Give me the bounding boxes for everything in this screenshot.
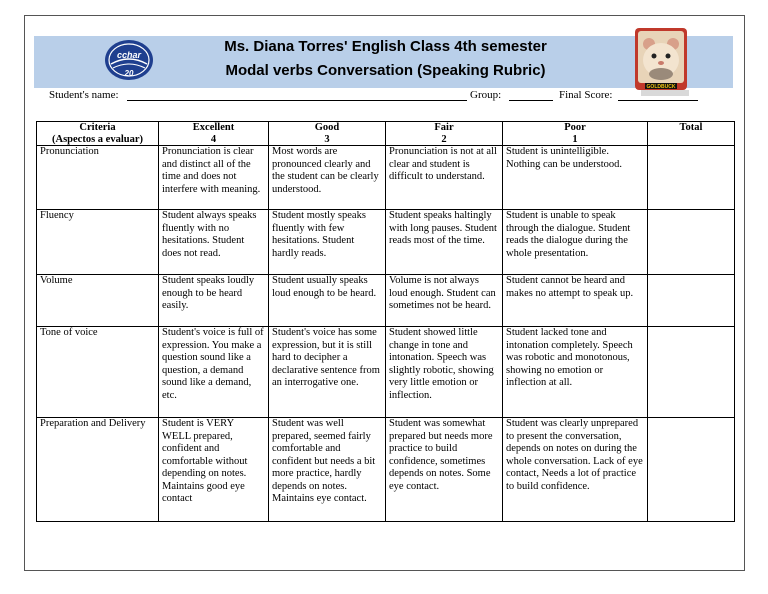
good-cell: Student usually speaks loud enough to be heard. <box>269 275 386 327</box>
poor-cell: Student lacked tone and intonation completely. Speech was robotic and monotonous, showing no emotion or inflection at all. <box>503 327 648 418</box>
total-cell[interactable] <box>648 418 735 522</box>
excellent-cell: Student is VERY WELL prepared, confident and comfortable without depending on notes. Maintains good eye contact <box>159 418 269 522</box>
photo-caption: GOLDBUCK <box>646 84 676 90</box>
final-score-label: Final Score: <box>559 89 613 101</box>
fair-cell: Pronunciation is not at all clear and student is difficult to understand. <box>386 146 503 210</box>
table-header-row <box>37 122 735 146</box>
fair-cell: Student speaks haltingly with long pauses. Student reads most of the time. <box>386 210 503 275</box>
header-fair: Fair 2 <box>386 122 503 146</box>
criteria-cell: Pronunciation <box>37 146 159 210</box>
excellent-cell: Pronunciation is clear and distinct all of the time and does not interfere with meaning. <box>159 146 269 210</box>
good-cell: Student was well prepared, seemed fairly comfortable and confident but needs a bit more practice, hardly depends on notes. Maintains eye contact. <box>269 418 386 522</box>
group-field[interactable] <box>509 89 553 101</box>
speaking-rubric-table <box>36 121 735 522</box>
table-row <box>37 327 735 418</box>
excellent-cell: Student always speaks fluently with no hesitations. Student does not read. <box>159 210 269 275</box>
total-cell[interactable] <box>648 275 735 327</box>
rubric-page <box>24 15 745 571</box>
header-total: Total <box>648 122 735 146</box>
header-poor: Poor 1 <box>503 122 648 146</box>
total-cell[interactable] <box>648 210 735 275</box>
total-cell[interactable] <box>648 327 735 418</box>
excellent-cell: Student speaks loudly enough to be heard easily. <box>159 275 269 327</box>
table-row <box>37 275 735 327</box>
good-cell: Student's voice has some expression, but it is still hard to decipher a declarative sentence from an interrogative one. <box>269 327 386 418</box>
fair-cell: Student showed little change in tone and intonation. Speech was slightly robotic, showing very little emotion or inflection. <box>386 327 503 418</box>
fair-cell: Volume is not always loud enough. Student can sometimes not be heard. <box>386 275 503 327</box>
hamster-photo <box>635 28 687 90</box>
page-subtitle: Modal verbs Conversation (Speaking Rubric) <box>225 62 546 79</box>
table-row <box>37 210 735 275</box>
header-good: Good 3 <box>269 122 386 146</box>
header-excellent: Excellent 4 <box>159 122 269 146</box>
page-title: Ms. Diana Torres' English Class 4th semester <box>224 38 547 55</box>
student-info-row <box>49 89 719 105</box>
excellent-cell: Student's voice is full of expression. You make a question sound like a question, a demand sound like a demand, etc. <box>159 327 269 418</box>
total-cell[interactable] <box>648 146 735 210</box>
poor-cell: Student is unable to speak through the dialogue. Student reads the dialogue during the whole presentation. <box>503 210 648 275</box>
poor-cell: Student is unintelligible. Nothing can be understood. <box>503 146 648 210</box>
criteria-cell: Volume <box>37 275 159 327</box>
criteria-cell: Tone of voice <box>37 327 159 418</box>
student-name-field[interactable] <box>127 89 467 101</box>
header-criteria: Criteria (Aspectos a evaluar) <box>37 122 159 146</box>
criteria-cell: Preparation and Delivery <box>37 418 159 522</box>
logo-text-top: cchar <box>116 50 142 60</box>
logo-text-bottom: 20 <box>124 69 134 78</box>
good-cell: Student mostly speaks fluently with few hesitations. Student hardly reads. <box>269 210 386 275</box>
poor-cell: Student was clearly unprepared to present the conversation, depends on notes on during the whole conversation. Lack of eye contact, Needs a lot of practice to build confidence. <box>503 418 648 522</box>
table-row <box>37 146 735 210</box>
group-label: Group: <box>470 89 502 101</box>
student-name-label: Student's name: <box>49 89 119 101</box>
fair-cell: Student was somewhat prepared but needs more practice to build confidence, sometimes depends on notes. Some eye contact. <box>386 418 503 522</box>
criteria-cell: Fluency <box>37 210 159 275</box>
table-row <box>37 418 735 522</box>
final-score-field[interactable] <box>618 89 698 101</box>
poor-cell: Student cannot be heard and makes no attempt to speak up. <box>503 275 648 327</box>
good-cell: Most words are pronounced clearly and the student can be clearly understood. <box>269 146 386 210</box>
